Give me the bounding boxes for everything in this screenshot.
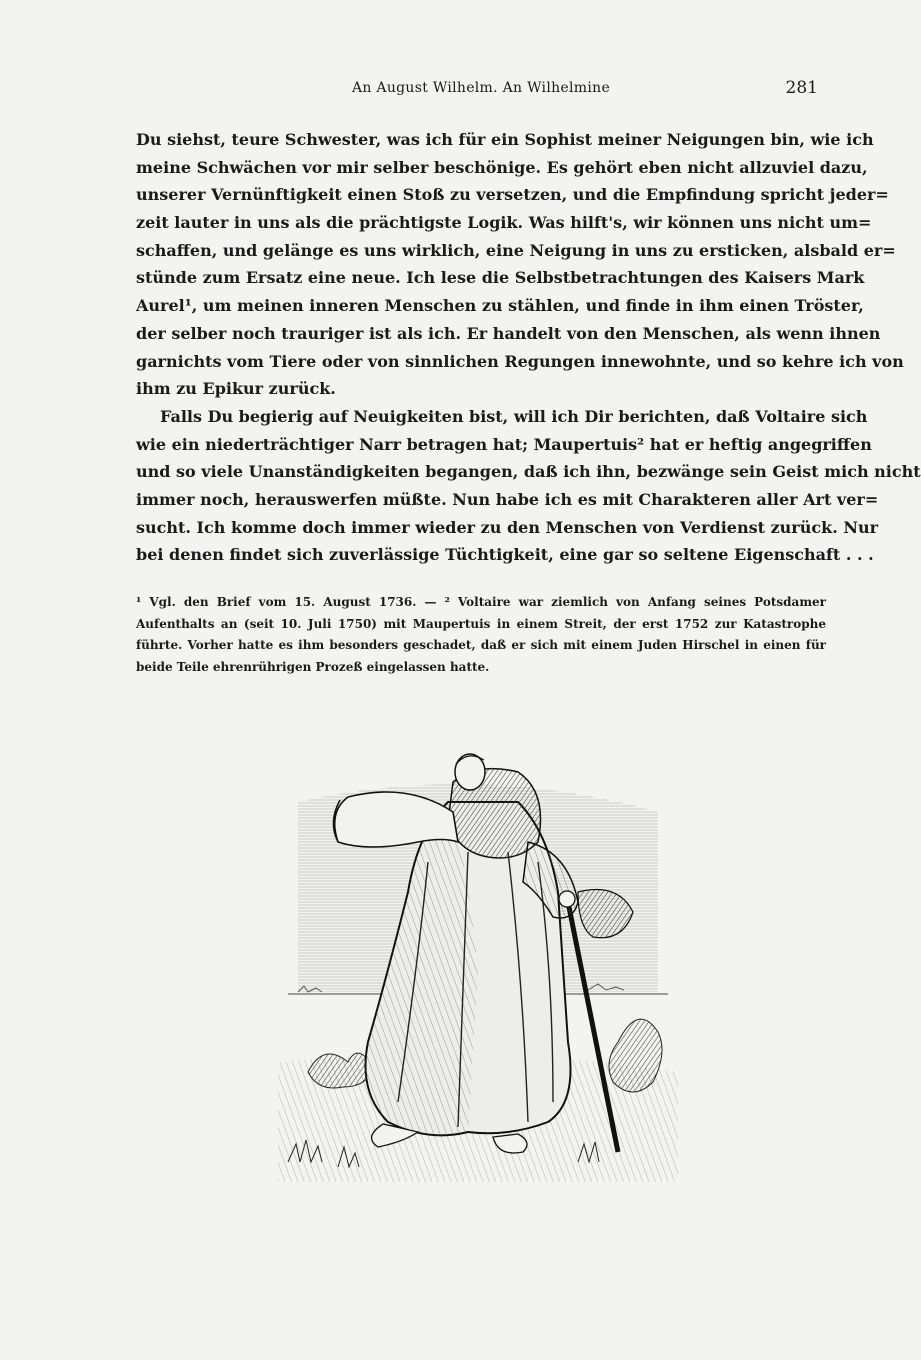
footnote-line: beide Teile ehrenrührigen Prozeß eingelassen hatte. <box>136 659 490 674</box>
footnote-line: Aufenthalts an (seit 10. Juli 1750) mit Maupertuis in einem Streit, der erst 1752 zur Katastrophe <box>136 616 826 631</box>
text-line: und so viele Unanständigkeiten begangen, daß ich ihn, bezwänge sein Geist mich nicht <box>136 462 921 482</box>
text-line: meine Schwächen vor mir selber beschönige. Es gehört eben nicht allzuviel dazu, <box>136 157 868 177</box>
running-title: An August Wilhelm. An Wilhelmine <box>351 80 611 96</box>
text-line: zeit lauter in uns als die prächtigste Logik. Was hilft's, wir können uns nicht um= <box>136 213 872 233</box>
text-line: Falls Du begierig auf Neuigkeiten bist, will ich Dir berichten, daß Voltaire sich <box>160 406 868 426</box>
page-number: 281 <box>785 78 818 98</box>
text-line: bei denen findet sich zuverlässige Tüchtigkeit, eine gar so seltene Eigenschaft . . . <box>136 545 874 565</box>
old-man-with-cane-engraving <box>278 742 678 1202</box>
text-line: Du siehst, teure Schwester, was ich für ein Sophist meiner Neigungen bin, wie ich <box>136 130 874 149</box>
footnote-line: ¹ Vgl. den Brief vom 15. August 1736. — ² Voltaire war ziemlich von Anfang seines Potsdamer <box>136 595 826 609</box>
text-line: sucht. Ich komme doch immer wieder zu den Menschen von Verdienst zurück. Nur <box>136 517 879 537</box>
engraving-illustration <box>278 742 678 1202</box>
footnote-line: führte. Vorher hatte es ihm besonders geschadet, daß er sich mit einem Juden Hirschel in einen für <box>136 638 826 652</box>
text-line: wie ein niederträchtiger Narr betragen hat; Maupertuis² hat er heftig angegriffen <box>136 434 872 454</box>
running-head <box>136 78 826 102</box>
text-line: Aurel¹, um meinen inneren Menschen zu stählen, und finde in ihm einen Tröster, <box>136 296 864 316</box>
text-line: unserer Vernünftigkeit einen Stoß zu versetzen, und die Empfindung spricht jeder= <box>136 185 889 205</box>
text-line: der selber noch trauriger ist als ich. Er handelt von den Menschen, als wenn ihnen <box>136 323 881 343</box>
text-line: ihm zu Epikur zurück. <box>136 379 336 399</box>
footnotes <box>136 592 826 678</box>
text-line: garnichts vom Tiere oder von sinnlichen Regungen innewohnte, und so kehre ich von <box>136 351 904 371</box>
text-line: immer noch, herauswerfen müßte. Nun habe ich es mit Charakteren aller Art ver= <box>136 489 879 509</box>
text-line: stünde zum Ersatz eine neue. Ich lese die Selbstbetrachtungen des Kaisers Mark <box>136 268 865 288</box>
body-text <box>136 126 921 569</box>
text-line: schaffen, und gelänge es uns wirklich, eine Neigung in uns zu ersticken, alsbald er= <box>136 240 896 260</box>
